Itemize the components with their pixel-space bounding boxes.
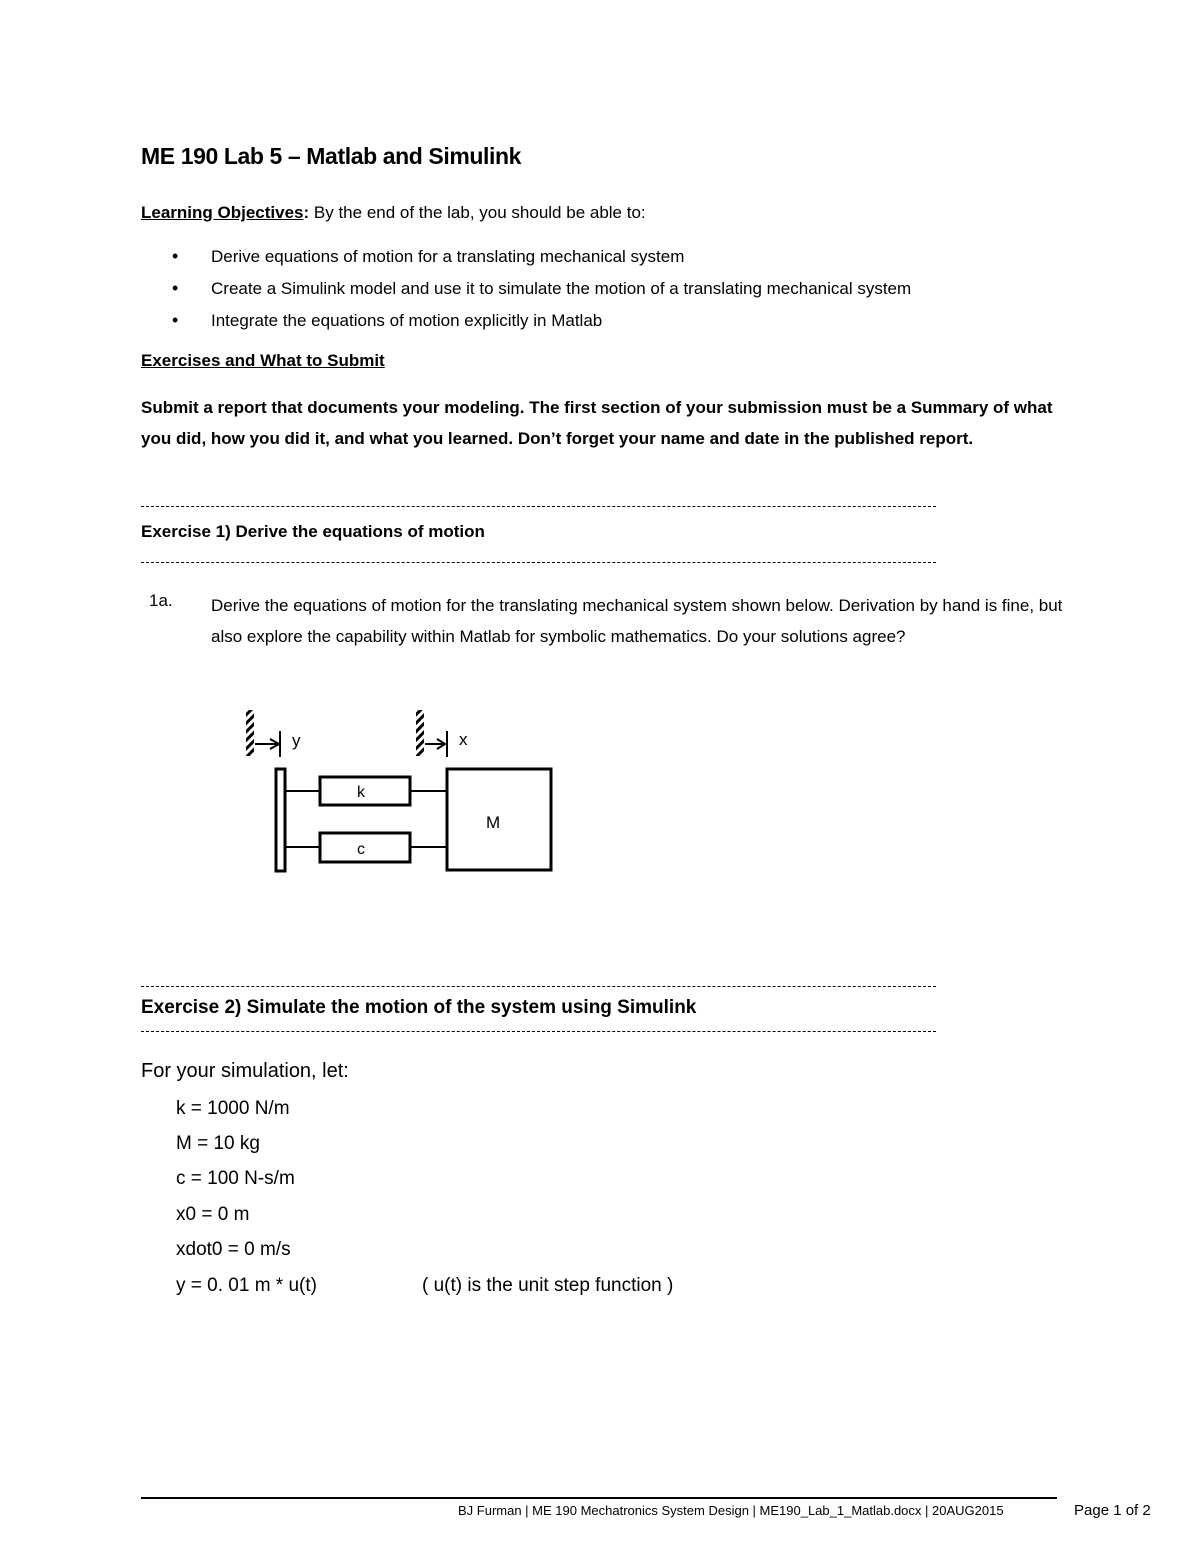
learning-objectives-colon: : xyxy=(303,203,310,222)
page-number: Page 1 of 2 xyxy=(1074,1502,1151,1519)
simulation-heading: For your simulation, let: xyxy=(141,1060,349,1082)
learning-objectives-text: By the end of the lab, you should be able to: xyxy=(309,203,646,222)
param-x0: x0 = 0 m xyxy=(176,1204,250,1225)
exercises-heading: Exercises and What to Submit xyxy=(141,351,385,370)
input-wall xyxy=(276,769,285,871)
param-c: c = 100 N-s/m xyxy=(176,1168,295,1189)
dashed-divider xyxy=(141,1031,936,1032)
exercise2-heading: Exercise 2) Simulate the motion of the system using Simulink xyxy=(141,997,697,1018)
objective-item: • Create a Simulink model and use it to simulate the motion of a translating mechanical system xyxy=(172,276,911,308)
damper-label: c xyxy=(357,841,365,858)
param-xdot0: xdot0 = 0 m/s xyxy=(176,1239,291,1260)
footer-text: BJ Furman | ME 190 Mechatronics System Design | ME190_Lab_1_Matlab.docx | 20AUG2015 xyxy=(458,1503,1004,1518)
learning-objectives-label: Learning Objectives xyxy=(141,203,304,222)
footer-rule xyxy=(141,1497,1057,1499)
param-M: M = 10 kg xyxy=(176,1133,260,1154)
exercise1-heading: Exercise 1) Derive the equations of motion xyxy=(141,522,485,541)
param-k: k = 1000 N/m xyxy=(176,1098,290,1119)
submit-instructions: Submit a report that documents your modeling. The first section of your submission must be a Summary of what you did, how you did it, and what you learned. Don’t forget your name and date in the published report. xyxy=(141,398,1053,448)
y-label: y xyxy=(292,731,301,750)
page-title: ME 190 Lab 5 – Matlab and Simulink xyxy=(141,143,522,169)
spring-label: k xyxy=(357,784,365,801)
exercise1-item-number: 1a. xyxy=(149,591,173,610)
exercise1-item-text: Derive the equations of motion for the translating mechanical system shown below. Derivation by hand is fine, but also explore the capability within Matlab for symbolic mathematics. Do your solutions agree? xyxy=(211,596,1063,646)
x-label: x xyxy=(459,730,468,749)
ground-hatch-x xyxy=(416,710,424,756)
param-y: y = 0. 01 m * u(t) xyxy=(176,1275,317,1296)
damper-element xyxy=(320,833,410,862)
objective-item: • Derive equations of motion for a translating mechanical system xyxy=(172,244,911,276)
objective-item: • Integrate the equations of motion explicitly in Matlab xyxy=(172,308,911,340)
unit-step-note: ( u(t) is the unit step function ) xyxy=(422,1275,674,1296)
mass-label: M xyxy=(486,813,501,832)
spring-element xyxy=(320,777,410,805)
ground-hatch-y xyxy=(246,710,254,756)
dashed-divider xyxy=(141,986,936,987)
